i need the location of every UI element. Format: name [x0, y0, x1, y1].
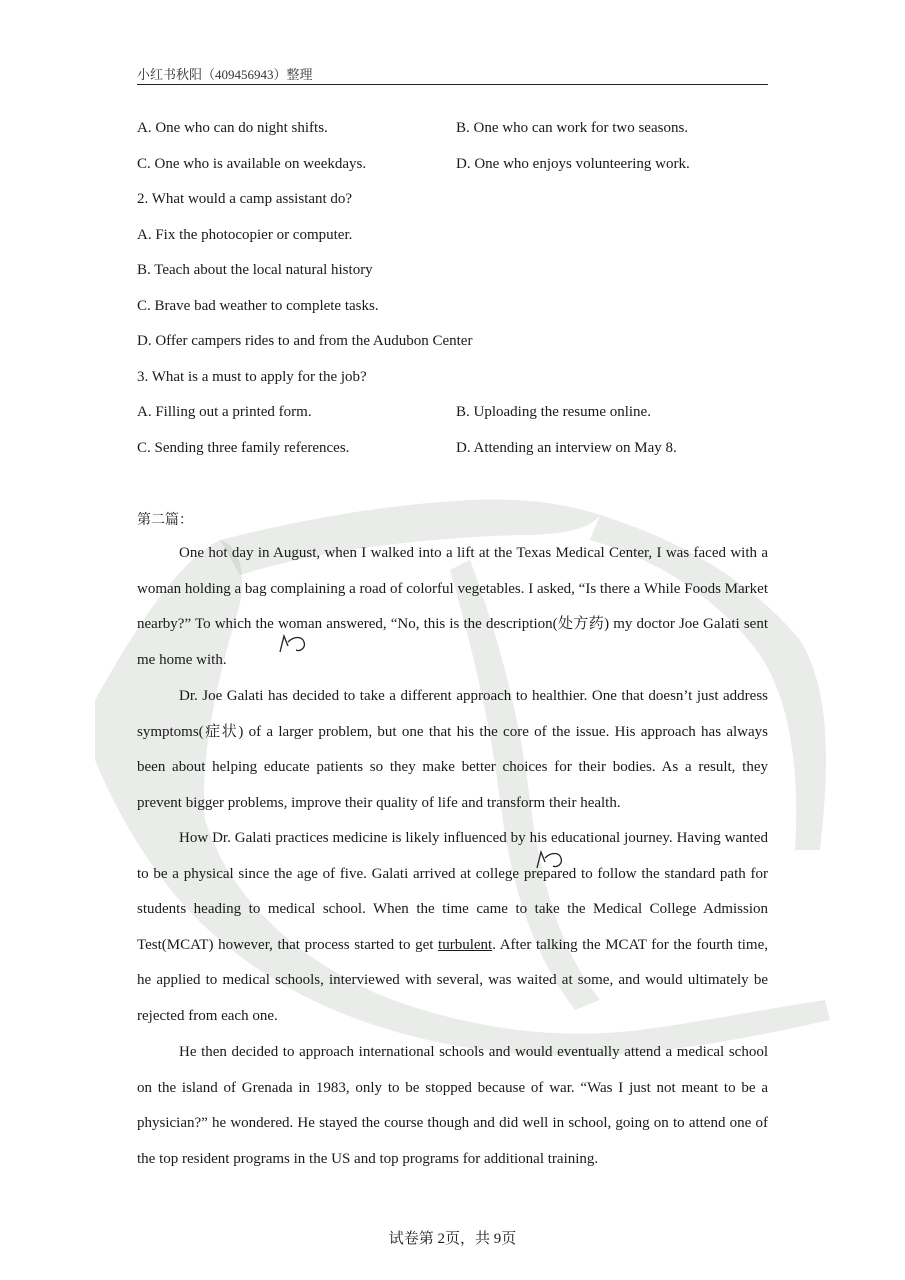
- q2-option-b: B. Teach about the local natural history: [137, 262, 373, 278]
- header-divider: [137, 84, 768, 85]
- q1-option-b: B. One who can work for two seasons.: [456, 120, 689, 136]
- underlined-word-turbulent: turbulent: [438, 936, 493, 953]
- q1-option-a: A. One who can do night shifts.: [137, 120, 328, 136]
- q1-option-c: C. One who is available on weekdays.: [137, 156, 367, 172]
- q2-option-a: A. Fix the photocopier or computer.: [137, 227, 353, 243]
- q3-option-a: A. Filling out a printed form.: [137, 404, 312, 420]
- q2-option-c: C. Brave bad weather to complete tasks.: [137, 298, 379, 314]
- q1-option-d: D. One who enjoys volunteering work.: [456, 156, 690, 172]
- passage-paragraph-3: [137, 821, 768, 1035]
- q2-question: 2. What would a camp assistant do?: [137, 191, 353, 207]
- q2-option-d: D. Offer campers rides to and from the Audubon Center: [137, 333, 473, 349]
- page-header: 小红书秋阳（409456943）整理: [137, 67, 313, 82]
- page-footer: 试卷第 2页，共 9页: [388, 1231, 517, 1247]
- q3-option-b: B. Uploading the resume online.: [456, 404, 651, 420]
- q3-option-c: C. Sending three family references.: [137, 440, 350, 456]
- paragraph-3-text-before: How Dr. Galati practices medicine is likely influenced by his educational journey. Having wanted to be a physical since the age of five. Galati arrived at college prepared to follow the standard path for students heading to medical school. When the time came to take the Medical College Admission Test(MCAT) however, that process started to get: [137, 830, 768, 953]
- passage-paragraph-1: One hot day in August, when I walked into a lift at the Texas Medical Center, I was faced with a woman holding a bag complaining a road of colorful vegetables. I asked, “Is there a While Foods Market nearby?” To which the woman answered, “No, this is the description(处方药) my doctor Joe Galati sent me home with.: [137, 545, 768, 668]
- paragraph-3-text-after: . After talking the MCAT for the fourth time, he applied to medical schools, interviewed with several, was waited at some, and would ultimately be rejected from each one.: [137, 936, 768, 1024]
- passage-paragraph-4: He then decided to approach international schools and would eventually attend a medical school on the island of Grenada in 1983, only to be stopped because of war. “Was I just not meant to be a physician?” he wondered. He stayed the course though and did well in school, going on to attend one of the top resident programs in the US and top programs for additional training.: [137, 1044, 768, 1167]
- passage-title: 第二篇：: [137, 513, 193, 528]
- q3-option-d: D. Attending an interview on May 8.: [456, 440, 677, 456]
- q3-question: 3. What is a must to apply for the job?: [137, 369, 367, 385]
- passage-paragraph-2: Dr. Joe Galati has decided to take a different approach to healthier. One that doesn’t just address symptoms(症状) of a larger problem, but one that his the core of the issue. His approach has always been about helping educate patients so they make better choices for their bodies. As a result, they prevent bigger problems, improve their quality of life and transform their health.: [137, 688, 768, 811]
